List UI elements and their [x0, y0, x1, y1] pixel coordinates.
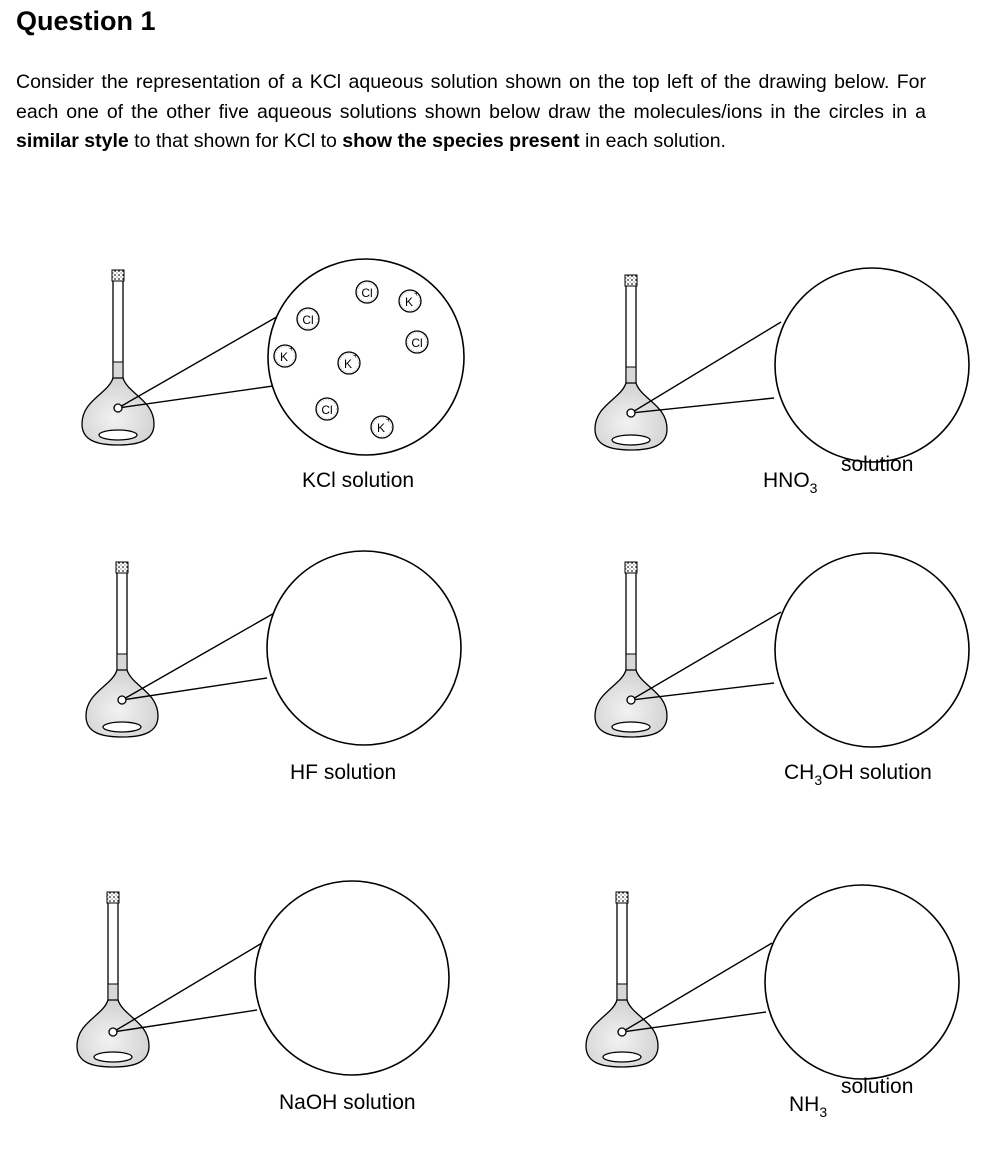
- kcl-ion: [316, 397, 338, 420]
- ion-symbol: K: [404, 295, 414, 309]
- kcl-ion: [297, 307, 319, 330]
- label-hno3-solution: [763, 469, 818, 496]
- flask-hf: [86, 551, 461, 745]
- label-ch3oh-solution: [784, 761, 932, 788]
- label-hf-solution: HF solution: [290, 761, 397, 784]
- ion-symbol: Cl: [411, 336, 423, 350]
- hno3-formula: HNO: [763, 469, 810, 492]
- label-kcl-solution: KCl solution: [302, 469, 415, 492]
- ion-charge: +: [386, 415, 391, 424]
- nh3-formula: NH: [789, 1093, 820, 1116]
- hno3-empty-circle[interactable]: [775, 268, 969, 462]
- flask-kcl: [82, 259, 464, 455]
- ion-symbol: K: [343, 357, 353, 371]
- flask-naoh: [77, 881, 449, 1075]
- hno3-subscript: 3: [809, 480, 818, 496]
- intro-bold-species-present: show the species present: [342, 130, 580, 152]
- ion-symbol: K: [279, 350, 289, 364]
- kcl-ion: [338, 351, 360, 374]
- intro-text-1: Consider the representation of a KCl aqueous solution shown on the top left of the drawing below. For each one of the other five aqueous solutions shown below draw the molecules/ions in the circles in a: [16, 71, 926, 123]
- flask-nh3: [586, 885, 959, 1079]
- intro-text-2: to that shown for KCl to: [128, 130, 343, 152]
- ch3oh-empty-circle[interactable]: [775, 553, 969, 747]
- ion-charge: +: [353, 351, 358, 360]
- kcl-ion: [406, 330, 428, 353]
- nh3-subscript: 3: [819, 1104, 828, 1120]
- nh3-empty-circle[interactable]: [765, 885, 959, 1079]
- ion-charge: -: [374, 280, 377, 289]
- ion-symbol: Cl: [302, 313, 314, 327]
- kcl-ion: [274, 344, 296, 367]
- intro-bold-similar-style: similar style: [16, 130, 129, 152]
- label-naoh-solution: NaOH solution: [279, 1091, 416, 1114]
- intro-text-3: in each solution.: [579, 130, 726, 152]
- ch3oh-subscript: 3: [814, 772, 823, 788]
- ion-charge: +: [289, 344, 294, 353]
- ion-symbol: Cl: [321, 403, 333, 417]
- kcl-ion: [371, 415, 393, 438]
- label-nh3-solution-word: solution: [841, 1075, 914, 1098]
- ion-charge: -: [424, 330, 427, 339]
- question-title: Question 1: [16, 6, 156, 36]
- label-nh3-solution: [789, 1093, 828, 1120]
- kcl-ion: [356, 280, 378, 303]
- ion-charge: -: [334, 397, 337, 406]
- ion-symbol: Cl: [361, 286, 373, 300]
- ion-charge: +: [414, 289, 419, 298]
- naoh-empty-circle[interactable]: [255, 881, 449, 1075]
- ion-symbol: K: [376, 421, 386, 435]
- label-hno3-solution-word: solution: [841, 453, 914, 476]
- ion-charge: -: [315, 307, 318, 316]
- ch3oh-formula-a: CH: [784, 761, 815, 784]
- ch3oh-formula-b: OH solution: [822, 761, 932, 784]
- flask-hno3: [595, 268, 969, 462]
- flask-ch3oh: [595, 553, 969, 747]
- hf-empty-circle[interactable]: [267, 551, 461, 745]
- kcl-ion: [399, 289, 421, 312]
